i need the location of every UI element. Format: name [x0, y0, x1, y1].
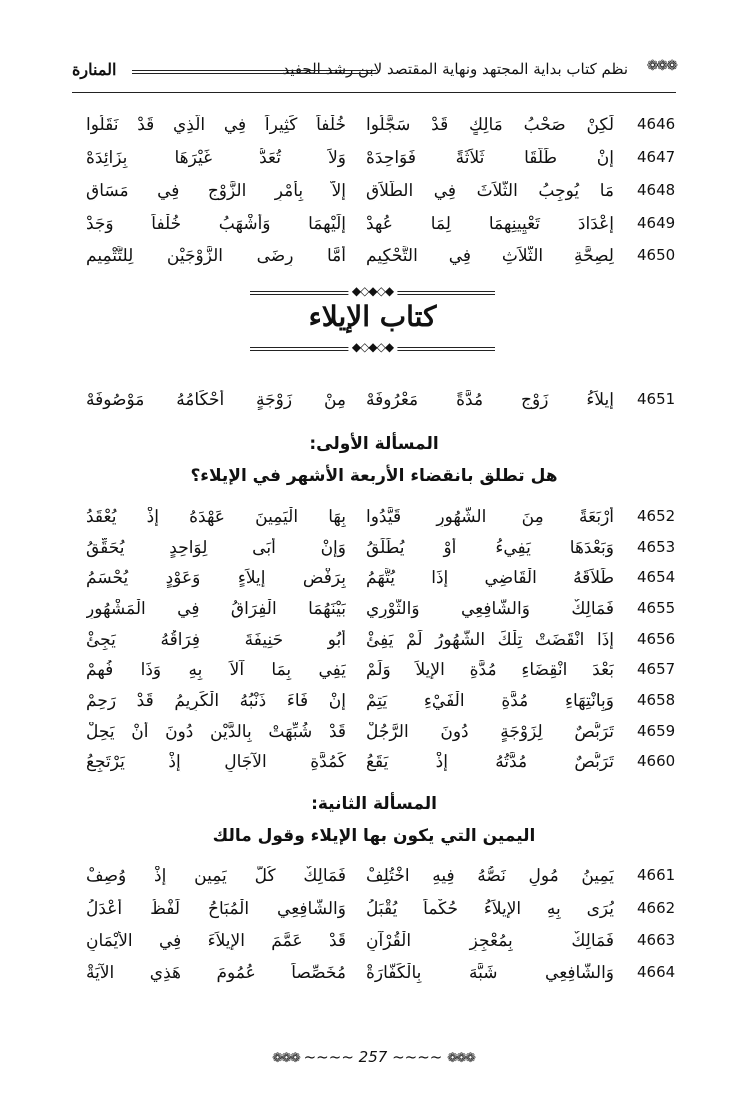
verse-row: [72, 866, 676, 900]
verse-second-hemistich: أَمَّا رِضَى الزَّوْجَيْنِ لِلتَّتْمِيمِ: [86, 246, 346, 266]
verse-row: [72, 691, 676, 725]
verse-first-hemistich: تَرَبُّصٌ مُدَّتُهُ إِذْ يَقَعُ: [366, 752, 614, 772]
verse-first-hemistich: وَالشَّافِعِي شَبَّهَ بِالْكَفَّارَةْ: [366, 963, 614, 983]
issue-label: المسألة الأولى:: [309, 434, 439, 454]
verse-first-hemistich: مَا يُوجِبُ الثَّلاَثَ فِي الطَّلاَقِ: [366, 181, 614, 201]
verse-number: 4648: [637, 181, 676, 199]
verse-second-hemistich: إِلاَّ بِأَمْرِ الزَّوْجِ فِي مَسَاقِ: [86, 181, 346, 201]
verse-number: 4662: [637, 899, 676, 917]
footer-dash: ~~~~: [303, 1048, 354, 1066]
page-number: 257: [358, 1048, 388, 1066]
verse-first-hemistich: تَرَبُّصٌ لِزَوْجَةٍ دُونَ الرَّجُلْ: [366, 722, 614, 742]
verse-second-hemistich: أَبُو حَنِيفَةَ فِرَاقُهُ يَجِئْ: [86, 630, 346, 650]
verse-row: [72, 752, 676, 786]
verse-first-hemistich: إِعْدَادَ تَعْيِينِهِمَا لِمَا عُهِدْ: [366, 214, 614, 234]
verse-first-hemistich: يَمِينُ مُولٍ نَصُّهُ فِيهِ اخْتُلِفْ: [366, 866, 614, 886]
verse-second-hemistich: قَدْ عَمَّمَ الإِيلاَءَ فِي الأَيْمَانِ: [86, 931, 346, 951]
verse-number: 4649: [637, 214, 676, 232]
verse-row: [72, 115, 676, 149]
verse-number: 4654: [637, 568, 676, 586]
verse-first-hemistich: وَبَعْدَهَا يَفِيءُ أَوْ يُطَلِّقُ: [366, 538, 614, 558]
verse-number: 4663: [637, 931, 676, 949]
verse-second-hemistich: بِهَا الْيَمِينَ عَهْدَهُ إِذْ يُعْقَدُ: [86, 507, 346, 527]
verse-row: [72, 722, 676, 756]
verse-number: 4664: [637, 963, 676, 981]
header-ornament-icon: ❁❁❁: [646, 58, 676, 74]
verse-row: [72, 899, 676, 933]
verse-number: 4659: [637, 722, 676, 740]
verse-first-hemistich: طَلاَقَهُ الْقَاضِي إِذَا يُتَّهَمُ: [366, 568, 614, 588]
verse-second-hemistich: إِلَيْهِمَا وَأَشْهَبُ خُلْفاً وَجَدْ: [86, 214, 346, 234]
verse-number: 4655: [637, 599, 676, 617]
verse-second-hemistich: مِنْ زَوْجَةٍ أَحْكَامُهُ مَوْصُوفَهْ: [86, 390, 346, 410]
issue-question: اليمين التي يكون بها الإيلاء وقول مالك: [212, 826, 536, 846]
verse-second-hemistich: يَفِي بِمَا آلاَ بِهِ وَذَا فُهِمْ: [86, 660, 346, 680]
verse-second-hemistich: وَالشَّافِعِي الْمُبَاحُ لَفْظُ أَعْدَلُ: [86, 899, 346, 919]
diamond-chain-icon: ◆◇◆◇◆: [348, 284, 397, 298]
verse-row: [72, 660, 676, 694]
verse-first-hemistich: أَرْبَعَةً مِنَ الشُّهُورِ قَيَّدُوا: [366, 507, 614, 527]
verse-row: [72, 630, 676, 664]
verse-second-hemistich: فَمَالِكٌ كُلُّ يَمِينٍ إِذْ وُصِفْ: [86, 866, 346, 886]
verse-number: 4658: [637, 691, 676, 709]
issue-question: هل تطلق بانقضاء الأربعة الأشهر في الإيلاء؟: [190, 466, 558, 486]
verse-second-hemistich: كَمُدَّةِ الآجَالِ إِذْ يَرْتَجِعُ: [86, 752, 346, 772]
chapter-title: كتاب الإيلاء: [308, 300, 437, 333]
page-footer: [0, 1048, 746, 1066]
verse-first-hemistich: إِذَا انْقَضَتْ تِلْكَ الشُّهُورُ لَمْ يَفِئْ: [366, 630, 614, 650]
verse-number: 4650: [637, 246, 676, 264]
verse-second-hemistich: خُلْفاً كَثِيراً فِي الَّذِي قَدْ نَقَلُوا: [86, 115, 346, 135]
verse-row: [72, 538, 676, 572]
verse-first-hemistich: فَمَالِكٌ بِمُعْجِزِ الْقُرْآنِ: [366, 931, 614, 951]
footer-dash: ~~~~: [392, 1048, 443, 1066]
verse-row: [72, 507, 676, 541]
title-ornament-top: [250, 284, 495, 300]
verse-number: 4647: [637, 148, 676, 166]
running-header: [72, 58, 676, 88]
book-title: نظم كتاب بداية المجتهد ونهاية المقتصد لابن رشد الحفيد: [282, 60, 628, 78]
verse-row: [72, 246, 676, 280]
title-ornament-bottom: [250, 340, 495, 356]
verse-first-hemistich: إِنْ طَلَّقَا ثَلاَثَةً فَوَاحِدَهْ: [366, 148, 614, 168]
verse-number: 4653: [637, 538, 676, 556]
verse-first-hemistich: فَمَالِكٌ وَالشَّافِعِي وَالثَّوْرِي: [366, 599, 614, 619]
verse-second-hemistich: بَيْنَهُمَا الْفِرَاقُ فِي الْمَشْهُورِ: [86, 599, 346, 619]
section-name: المنارة: [72, 60, 117, 79]
verse-second-hemistich: بِرَفْضِ إِيلاَءٍ وَعَوْدٍ يُحْسَمُ: [86, 568, 346, 588]
verse-number: 4657: [637, 660, 676, 678]
verse-second-hemistich: وَإِنْ أَبَى لِوَاحِدٍ يُحَقِّقُ: [86, 538, 346, 558]
verse-row: [72, 599, 676, 633]
verse-first-hemistich: لَكِنْ صَحْبُ مَالِكٍ قَدْ سَجَّلُوا: [366, 115, 614, 135]
verse-row: [72, 963, 676, 997]
verse-number: 4661: [637, 866, 676, 884]
footer-ornament-icon: ❁❁❁: [447, 1051, 474, 1066]
verse-second-hemistich: إِنْ فَاءَ ذَنْبُهُ الْكَرِيمُ قَدْ رَحِمْ: [86, 691, 346, 711]
verse-number: 4656: [637, 630, 676, 648]
verse-row: [72, 390, 676, 424]
verse-number: 4660: [637, 752, 676, 770]
verse-row: [72, 181, 676, 215]
verse-number: 4646: [637, 115, 676, 133]
verse-first-hemistich: لِصِحَّةِ الثَّلاَثِ فِي التَّحْكِيمِ: [366, 246, 614, 266]
issue-label: المسألة الثانية:: [311, 794, 437, 814]
verse-row: [72, 148, 676, 182]
header-wave-line: [132, 70, 376, 71]
verse-first-hemistich: بَعْدَ انْقِضَاءِ مُدَّةِ الإِيلاَ وَلَمْ: [366, 660, 614, 680]
verse-second-hemistich: مُخَصِّصاً عُمُومَ هَذِي الآيَةْ: [86, 963, 346, 983]
verse-second-hemistich: قَدْ شُبِّهَتْ بِالدَّيْنِ دُونَ أَنْ يَحِلْ: [86, 722, 346, 742]
footer-ornament-icon: ❁❁❁: [272, 1051, 299, 1066]
verse-row: [72, 568, 676, 602]
header-rule: [72, 92, 676, 93]
verse-number: 4651: [637, 390, 676, 408]
diamond-chain-icon: ◆◇◆◇◆: [348, 340, 397, 354]
verse-second-hemistich: وَلاَ تُعَدُّ غَيْرَهَا بِزَائِدَهْ: [86, 148, 346, 168]
verse-row: [72, 214, 676, 248]
verse-first-hemistich: يُرَى بِهِ الإِيلاَءُ حُكْماً يُقْبَلُ: [366, 899, 614, 919]
verse-first-hemistich: إِيلاَءُ زَوْجٍ مُدَّةً مَعْرُوفَهْ: [366, 390, 614, 410]
verse-row: [72, 931, 676, 965]
header-wave-line: [132, 73, 376, 74]
verse-first-hemistich: وَبِانْتِهَاءِ مُدَّةِ الْفَيْءِ يَتِمْ: [366, 691, 614, 711]
verse-number: 4652: [637, 507, 676, 525]
